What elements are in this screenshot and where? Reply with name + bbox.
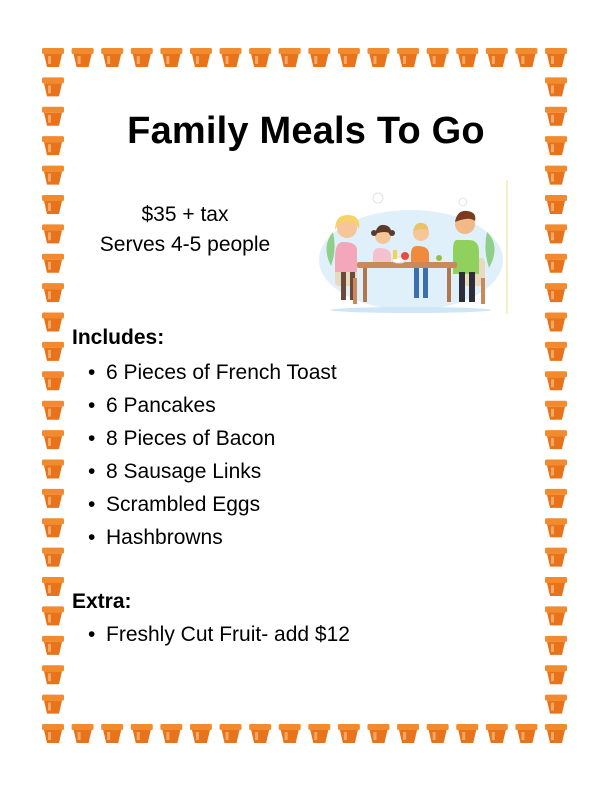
flower-pot-icon bbox=[545, 254, 567, 273]
flower-pot-icon bbox=[545, 636, 567, 655]
list-item-text: 8 Sausage Links bbox=[106, 460, 262, 483]
flower-pot-icon bbox=[545, 48, 567, 67]
flower-pot-icon bbox=[72, 724, 94, 743]
flower-pot-icon bbox=[545, 283, 567, 302]
flower-pot-icon bbox=[545, 224, 567, 243]
flower-pot-icon bbox=[42, 724, 64, 743]
flower-pot-icon bbox=[545, 371, 567, 390]
list-item-text: Freshly Cut Fruit- add $12 bbox=[106, 623, 350, 646]
flower-pot-icon bbox=[545, 695, 567, 714]
flower-pot-icon bbox=[427, 48, 449, 67]
flower-pot-icon bbox=[545, 548, 567, 567]
flower-pot-icon bbox=[545, 665, 567, 684]
flower-pot-icon bbox=[545, 430, 567, 449]
flower-pot-icon bbox=[338, 48, 360, 67]
flower-pot-icon bbox=[545, 489, 567, 508]
list-item bbox=[88, 356, 337, 389]
list-item-text: Scrambled Eggs bbox=[106, 493, 261, 516]
flower-pot-icon bbox=[42, 577, 64, 596]
flower-pot-icon bbox=[190, 48, 212, 67]
flower-pot-icon bbox=[42, 548, 64, 567]
flower-pot-icon bbox=[545, 401, 567, 420]
includes-list bbox=[88, 356, 337, 554]
flower-pot-icon bbox=[279, 48, 301, 67]
list-item-text: 8 Pieces of Bacon bbox=[106, 427, 276, 450]
bullet-icon: • bbox=[88, 394, 96, 417]
bullet-icon: • bbox=[88, 427, 96, 450]
list-item bbox=[88, 521, 337, 554]
flower-pot-icon bbox=[42, 665, 64, 684]
flower-pot-icon bbox=[397, 724, 419, 743]
flower-pot-icon bbox=[545, 606, 567, 625]
flower-pot-icon bbox=[42, 606, 64, 625]
flower-pot-icon bbox=[42, 371, 64, 390]
flower-pot-icon bbox=[367, 724, 389, 743]
flower-pot-icon bbox=[515, 724, 537, 743]
list-item bbox=[88, 618, 350, 651]
flower-pot-icon bbox=[427, 724, 449, 743]
flower-pot-icon bbox=[42, 459, 64, 478]
flower-pot-icon bbox=[131, 724, 153, 743]
flower-pot-icon bbox=[160, 48, 182, 67]
flower-pot-icon bbox=[42, 77, 64, 96]
flower-pot-icon bbox=[456, 724, 478, 743]
flower-pot-icon bbox=[545, 577, 567, 596]
list-item bbox=[88, 488, 337, 521]
extra-heading: Extra: bbox=[72, 590, 132, 613]
flower-pot-icon bbox=[220, 724, 242, 743]
flower-pot-icon bbox=[160, 724, 182, 743]
flower-pot-icon bbox=[338, 724, 360, 743]
flower-pot-icon bbox=[456, 48, 478, 67]
list-item bbox=[88, 389, 337, 422]
list-item-text: Hashbrowns bbox=[106, 526, 223, 549]
extras-list bbox=[88, 618, 350, 651]
family-dinner-illustration bbox=[313, 178, 510, 316]
list-item bbox=[88, 455, 337, 488]
bullet-icon: • bbox=[88, 460, 96, 483]
flower-pot-icon bbox=[545, 459, 567, 478]
flower-pot-icon bbox=[42, 401, 64, 420]
flower-pot-icon bbox=[545, 77, 567, 96]
flower-pot-icon bbox=[72, 48, 94, 67]
flyer-title: Family Meals To Go bbox=[127, 110, 485, 152]
flower-pot-icon bbox=[515, 48, 537, 67]
includes-heading: Includes: bbox=[72, 326, 165, 349]
flower-pot-icon bbox=[42, 518, 64, 537]
flower-pot-icon bbox=[249, 724, 271, 743]
list-item bbox=[88, 422, 337, 455]
flower-pot-icon bbox=[42, 48, 64, 67]
flower-pot-icon bbox=[486, 724, 508, 743]
flower-pot-icon bbox=[367, 48, 389, 67]
bullet-icon: • bbox=[88, 361, 96, 384]
flower-pot-icon bbox=[397, 48, 419, 67]
flower-pot-icon bbox=[190, 724, 212, 743]
flower-pot-icon bbox=[279, 724, 301, 743]
flower-pot-icon bbox=[249, 48, 271, 67]
flower-pot-icon bbox=[42, 636, 64, 655]
flower-pot-icon bbox=[308, 48, 330, 67]
flower-pot-icon bbox=[308, 724, 330, 743]
bullet-icon: • bbox=[88, 493, 96, 516]
flower-pot-icon bbox=[101, 48, 123, 67]
flower-pot-icon bbox=[545, 195, 567, 214]
flower-pot-icon bbox=[545, 724, 567, 743]
flower-pot-icon bbox=[131, 48, 153, 67]
list-item-text: 6 Pieces of French Toast bbox=[106, 361, 337, 384]
price-text: $35 + tax bbox=[141, 203, 229, 226]
price-block bbox=[60, 200, 310, 260]
flower-pot-icon bbox=[545, 518, 567, 537]
flower-pot-icon bbox=[42, 166, 64, 185]
bullet-icon: • bbox=[88, 623, 96, 646]
flower-pot-icon bbox=[101, 724, 123, 743]
list-item-text: 6 Pancakes bbox=[106, 394, 216, 417]
flower-pot-icon bbox=[545, 166, 567, 185]
bullet-icon: • bbox=[88, 526, 96, 549]
flower-pot-icon bbox=[486, 48, 508, 67]
flower-pot-icon bbox=[42, 695, 64, 714]
flower-pot-icon bbox=[220, 48, 242, 67]
flower-pot-icon bbox=[42, 342, 64, 361]
flower-pot-icon bbox=[545, 313, 567, 332]
serves-text: Serves 4-5 people bbox=[99, 233, 271, 256]
flower-pot-icon bbox=[42, 489, 64, 508]
flower-pot-icon bbox=[42, 430, 64, 449]
flower-pot-icon bbox=[42, 313, 64, 332]
flower-pot-icon bbox=[42, 283, 64, 302]
flower-pot-icon bbox=[545, 342, 567, 361]
